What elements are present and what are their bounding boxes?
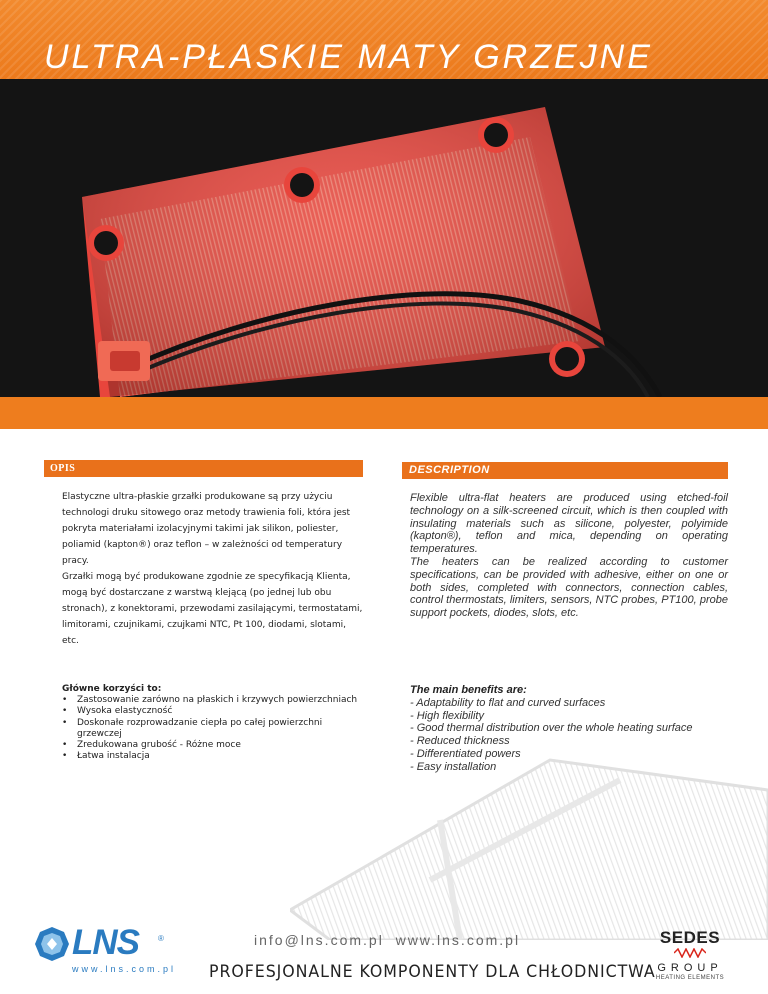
lns-registered-mark: ® (158, 934, 164, 943)
list-item: - Adaptability to flat and curved surfaces (410, 696, 606, 709)
polish-benefits-heading: Główne korzyści to: (62, 684, 162, 694)
sedes-subtitle: HEATING ELEMENTS (655, 975, 725, 981)
heating-coil-icon (674, 948, 706, 958)
list-item: • Wysoka elastyczność (62, 706, 362, 717)
list-item: • Zastosowanie zarówno na płaskich i krzywych powierzchniach (62, 695, 362, 706)
list-item: - High flexibility (410, 709, 484, 722)
lns-url: www.lns.com.pl (72, 964, 177, 974)
orange-band (0, 397, 768, 429)
list-item: - Reduced thickness (410, 735, 510, 748)
list-item: • Łatwa instalacja (62, 751, 362, 762)
heater-watermark (290, 740, 768, 940)
description-heading: DESCRIPTION (409, 464, 490, 476)
list-item: - Differentiated powers (410, 747, 521, 760)
list-item: • Doskonałe rozprowadzanie ciepła po całej powierzchni grzewczej (62, 718, 362, 740)
page-title: ULTRA-PŁASKIE MATY GRZEJNE (44, 38, 653, 76)
opis-heading-bar (44, 460, 363, 477)
header-banner (0, 0, 768, 79)
list-item: - Good thermal distribution over the whole heating surface (410, 722, 693, 735)
english-benefits-heading: The main benefits are: (410, 684, 527, 696)
tagline: PROFESJONALNE KOMPONENTY DLA CHŁODNICTWA (209, 962, 656, 982)
lns-logo-icon (34, 926, 70, 967)
lns-wordmark: LNS (72, 923, 139, 962)
polish-description: Elastyczne ultra-płaskie grzałki produkowane są przy użyciu technologi druku sitowego oraz metody trawienia foli, która jest pokryta materiałami izolacyjnymi takimi jak silikon, poliester, poliamid (kapton®) oraz teflon – w zależności od temperatury pracy. Grzałki mogą być produkowane zgodnie ze specyfikacją Klienta, mogą być dostarczane z warstwą klejącą (po jednej lub obu stronach), z konektorami, przewodami zasilającymi, termostatami, limitorami, czujnikami, czujkami NTC, Pt 100, diodami, slotami, etc. (62, 492, 363, 646)
contact-line: info@lns.com.pl www.lns.com.pl (254, 932, 521, 948)
sedes-group: GROUP (657, 962, 723, 974)
description-heading-bar (402, 462, 728, 479)
sedes-name: SEDES (659, 928, 721, 947)
list-item: • Zredukowana grubość - Różne moce (62, 740, 362, 751)
heater-mat-illustration (0, 79, 768, 397)
product-photo (0, 79, 768, 397)
sedes-logo (640, 928, 740, 981)
opis-heading: OPIS (50, 463, 76, 474)
english-description: Flexible ultra-flat heaters are produced using etched-foil technology on a silk-screened circuit, which is then coupled with insulating materials such as silicone, polyester, polyimide (kapton®), teflon and mica, depending on operating temperatures. The heaters can be realized according to customer specifications, can be provided with adhesive, either on one or both sides, completed with connectors, connection cables, control thermostats, limiters, sensors, NTC probes, PT100, probe support pockets, diodes, slots, etc. (410, 492, 728, 620)
list-item: - Easy installation (410, 760, 497, 773)
